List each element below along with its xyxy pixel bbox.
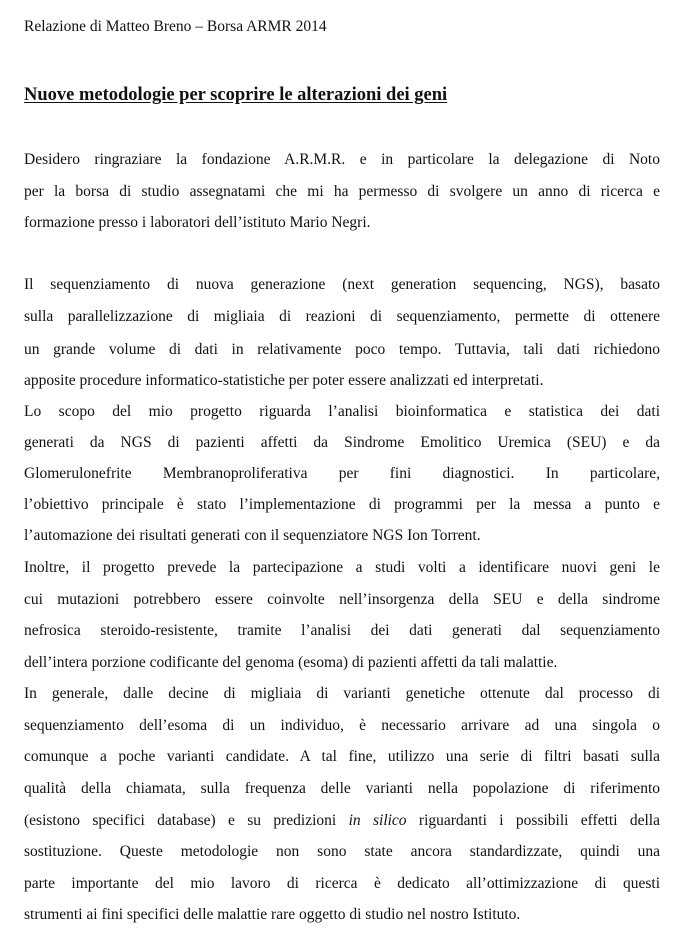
paragraph-3-line-2: generati da NGS di pazienti affetti da Sindrome Emolitico Uremica (SEU) e da bbox=[24, 434, 660, 451]
in-silico-term: in silico bbox=[348, 812, 407, 829]
paragraph-3-line-4: l’obiettivo principale è stato l’implementazione di programmi per la messa a punto e bbox=[24, 496, 660, 513]
document-header: Relazione di Matteo Breno – Borsa ARMR 2014 bbox=[24, 18, 327, 35]
paragraph-4-line-3: nefrosica steroido-resistente, tramite l’analisi dei dati generati dal sequenziamento bbox=[24, 622, 660, 639]
paragraph-2-line-1: Il sequenziamento di nuova generazione (next generation sequencing, NGS), basato bbox=[24, 276, 660, 293]
document-title: Nuove metodologie per scoprire le alterazioni dei geni bbox=[24, 85, 448, 105]
paragraph-2-line-2: sulla parallelizzazione di migliaia di reazioni di sequenziamento, permette di ottenere bbox=[24, 308, 660, 325]
paragraph-2-line-3: un grande volume di dati in relativamente poco tempo. Tuttavia, tali dati richiedono bbox=[24, 341, 660, 358]
paragraph-4-line-1: Inoltre, il progetto prevede la partecipazione a studi volti a identificare nuovi geni le bbox=[24, 559, 660, 576]
paragraph-5-line-2: sequenziamento dell’esoma di un individuo, è necessario arrivare ad una singola o bbox=[24, 717, 660, 734]
paragraph-1-line-3: formazione presso i laboratori dell’istituto Mario Negri. bbox=[24, 214, 371, 231]
paragraph-5-line-6: sostituzione. Queste metodologie non sono state ancora standardizzate, quindi una bbox=[24, 843, 660, 860]
paragraph-5-line-1: In generale, dalle decine di migliaia di varianti genetiche ottenute dal processo di bbox=[24, 685, 660, 702]
paragraph-3-line-5: l’automazione dei risultati generati con il sequenziatore NGS Ion Torrent. bbox=[24, 527, 481, 544]
paragraph-5-line-3: comunque a poche varianti candidate. A tal fine, utilizzo una serie di filtri basati sulla bbox=[24, 748, 660, 765]
paragraph-2-line-4: apposite procedure informatico-statistiche per poter essere analizzati ed interpretati. bbox=[24, 372, 544, 389]
paragraph-3-line-3: Glomerulonefrite Membranoproliferativa per fini diagnostici. In particolare, bbox=[24, 465, 660, 482]
paragraph-5-line-5-part-1: (esistono specifici database) e su predizioni bbox=[24, 812, 349, 829]
paragraph-5-line-8: strumenti ai fini specifici delle malattie rare oggetto di studio nel nostro Istituto. bbox=[24, 906, 521, 923]
paragraph-5-line-7: parte importante del mio lavoro di ricerca è dedicato all’ottimizzazione di questi bbox=[24, 875, 660, 892]
paragraph-5-line-5 bbox=[24, 811, 660, 831]
paragraph-5-line-5-part-2: riguardanti i possibili effetti della bbox=[406, 812, 660, 829]
paragraph-4-line-2: cui mutazioni potrebbero essere coinvolte nell’insorgenza della SEU e della sindrome bbox=[24, 591, 660, 608]
paragraph-5-line-4: qualità della chiamata, sulla frequenza delle varianti nella popolazione di riferimento bbox=[24, 780, 660, 797]
paragraph-1-line-2: per la borsa di studio assegnatami che mi ha permesso di svolgere un anno di ricerca e bbox=[24, 183, 660, 200]
paragraph-1-line-1: Desidero ringraziare la fondazione A.R.M.R. e in particolare la delegazione di Noto bbox=[24, 151, 660, 168]
paragraph-3-line-1: Lo scopo del mio progetto riguarda l’analisi bioinformatica e statistica dei dati bbox=[24, 403, 660, 420]
paragraph-4-line-4: dell’intera porzione codificante del genoma (esoma) di pazienti affetti da tali malattie. bbox=[24, 654, 558, 671]
